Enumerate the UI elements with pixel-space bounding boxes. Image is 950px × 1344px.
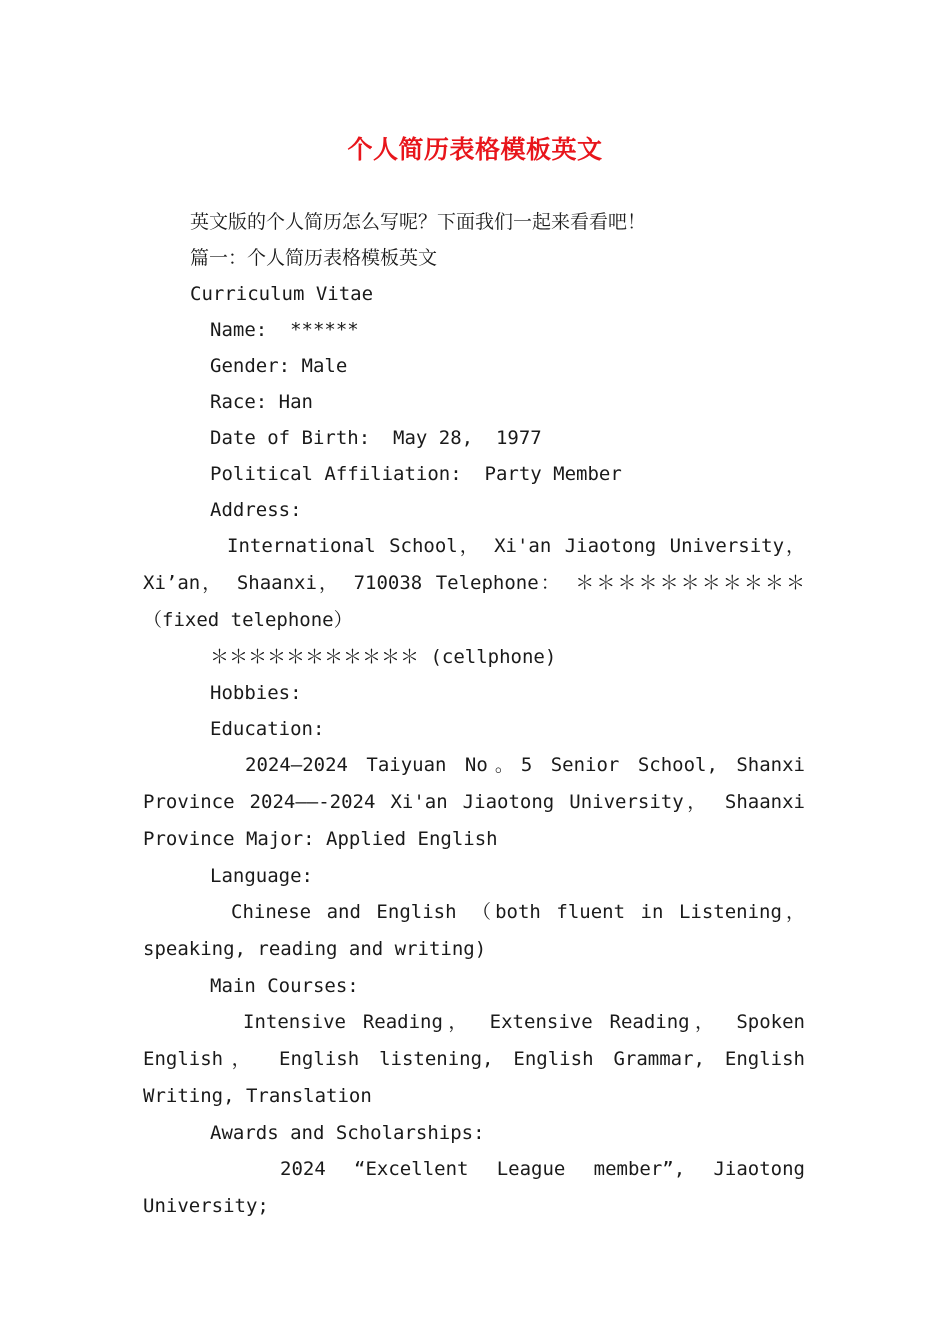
awards-label: Awards and Scholarships: bbox=[210, 1122, 485, 1144]
main-courses-paragraph: Intensive Reading， Extensive Reading， Spoken English， English listening, English Grammar, English Writing, Translation bbox=[143, 1011, 805, 1107]
education-label: Education: bbox=[210, 718, 325, 740]
address-paragraph: International School， Xi'an Jiaotong University，Xi’an， Shaanxi， 710038 Telephone： ＊＊＊＊＊＊＊＊＊＊＊（fixed telephone） bbox=[143, 535, 805, 631]
main-courses-label: Main Courses: bbox=[210, 975, 359, 997]
cv-heading: Curriculum Vitae bbox=[190, 283, 374, 305]
awards-paragraph: 2024 “Excellent League member”, Jiaotong University; bbox=[143, 1158, 805, 1217]
race-line: Race: Han bbox=[210, 391, 313, 413]
gender-line: Gender: Male bbox=[210, 355, 348, 377]
birth-date-line: Date of Birth: May 28, 1977 bbox=[210, 427, 542, 449]
language-label: Language: bbox=[210, 865, 313, 887]
education-paragraph: 2024—2024 Taiyuan No。5 Senior School, Shanxi Province 2024——-2024 Xi'an Jiaotong University， Shaanxi Province Major: Applied English bbox=[143, 754, 805, 850]
hobbies-label: Hobbies: bbox=[210, 682, 302, 704]
document-title: 个人简历表格模板英文 bbox=[347, 135, 603, 164]
name-line: Name: ****** bbox=[210, 319, 359, 341]
cellphone-line: ＊＊＊＊＊＊＊＊＊＊＊ (cellphone) bbox=[210, 646, 557, 668]
section-heading: 篇一：个人简历表格模板英文 bbox=[190, 247, 438, 269]
political-affiliation-line: Political Affiliation: Party Member bbox=[210, 463, 622, 485]
document-body bbox=[143, 204, 805, 1225]
address-label: Address: bbox=[210, 499, 302, 521]
language-paragraph: Chinese and English （both fluent in Listening，speaking, reading and writing) bbox=[143, 901, 805, 960]
intro-line: 英文版的个人简历怎么写呢？下面我们一起来看看吧！ bbox=[190, 211, 647, 233]
